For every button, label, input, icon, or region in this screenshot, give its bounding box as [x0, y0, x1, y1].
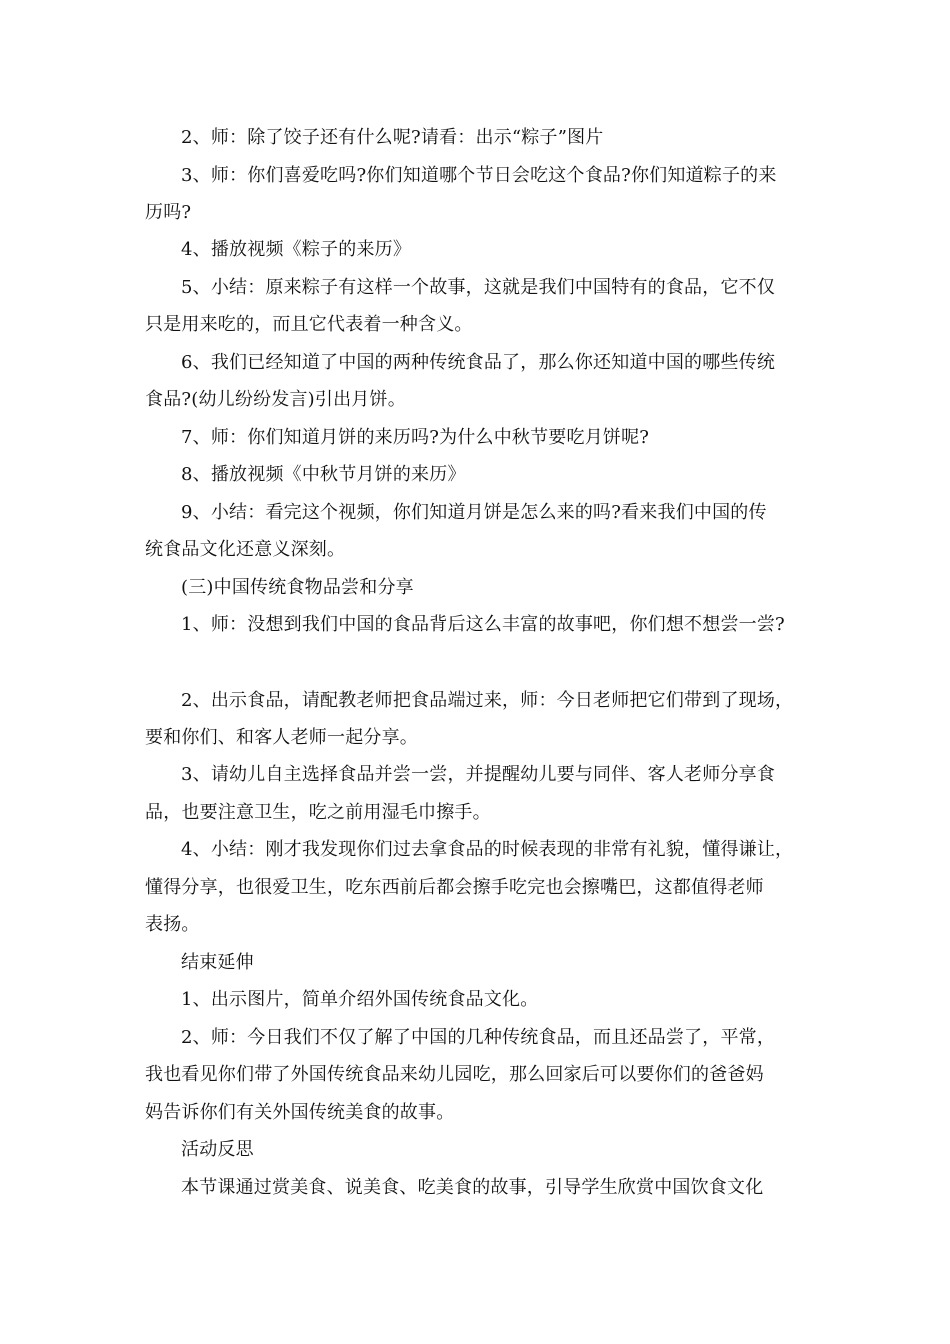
text-line: 我也看见你们带了外国传统食品来幼儿园吃，那么回家后可以要你们的爸爸妈 — [145, 1064, 764, 1085]
text-line: 1、出示图片，简单介绍外国传统食品文化。 — [181, 989, 539, 1010]
text-line: 3、师：你们喜爱吃吗?你们知道哪个节日会吃这个食品?你们知道粽子的来 — [181, 165, 777, 186]
text-line: 妈告诉你们有关外国传统美食的故事。 — [145, 1102, 455, 1123]
text-line: 7、师：你们知道月饼的来历吗?为什么中秋节要吃月饼呢? — [181, 427, 650, 448]
text-line: 4、小结：刚才我发现你们过去拿食品的时候表现的非常有礼貌，懂得谦让， — [181, 839, 794, 860]
text-line: 要和你们、和客人老师一起分享。 — [145, 727, 418, 748]
text-line: 2、出示食品，请配教老师把食品端过来，师：今日老师把它们带到了现场， — [181, 690, 794, 711]
text-line: 品，也要注意卫生，吃之前用湿毛巾擦手。 — [145, 802, 491, 823]
text-line: 9、小结：看完这个视频，你们知道月饼是怎么来的吗?看来我们中国的传 — [181, 502, 767, 523]
text-line: 4、播放视频《粽子的来历》 — [181, 239, 412, 260]
text-line: 1、师：没想到我们中国的食品背后这么丰富的故事吧，你们想不想尝一尝? — [181, 614, 785, 635]
text-line: 3、请幼儿自主选择食品并尝一尝，并提醒幼儿要与同伴、客人老师分享食 — [181, 764, 776, 785]
text-line: 本节课通过赏美食、说美食、吃美食的故事，引导学生欣赏中国饮食文化 — [181, 1177, 764, 1198]
text-line: 统食品文化还意义深刻。 — [145, 539, 346, 560]
text-line: 历吗? — [145, 202, 192, 223]
text-line: 2、师：除了饺子还有什么呢?请看：出示“粽子”图片 — [181, 127, 604, 148]
text-line: 懂得分享，也很爱卫生，吃东西前后都会擦手吃完也会擦嘴巴，这都值得老师 — [145, 877, 764, 898]
text-line: 只是用来吃的，而且它代表着一种含义。 — [145, 314, 473, 335]
section-heading: 结束延伸 — [181, 952, 254, 973]
text-line: 2、师：今日我们不仅了解了中国的几种传统食品，而且还品尝了，平常， — [181, 1027, 776, 1048]
section-heading: (三)中国传统食物品尝和分享 — [181, 577, 414, 598]
text-line: 8、播放视频《中秋节月饼的来历》 — [181, 464, 466, 485]
text-line: 6、我们已经知道了中国的两种传统食品了，那么你还知道中国的哪些传统 — [181, 352, 776, 373]
text-line: 5、小结：原来粽子有这样一个故事，这就是我们中国特有的食品，它不仅 — [181, 277, 776, 298]
text-line: 食品?(幼儿纷纷发言)引出月饼。 — [145, 389, 406, 410]
section-heading: 活动反思 — [181, 1139, 254, 1160]
text-line: 表扬。 — [145, 914, 200, 935]
